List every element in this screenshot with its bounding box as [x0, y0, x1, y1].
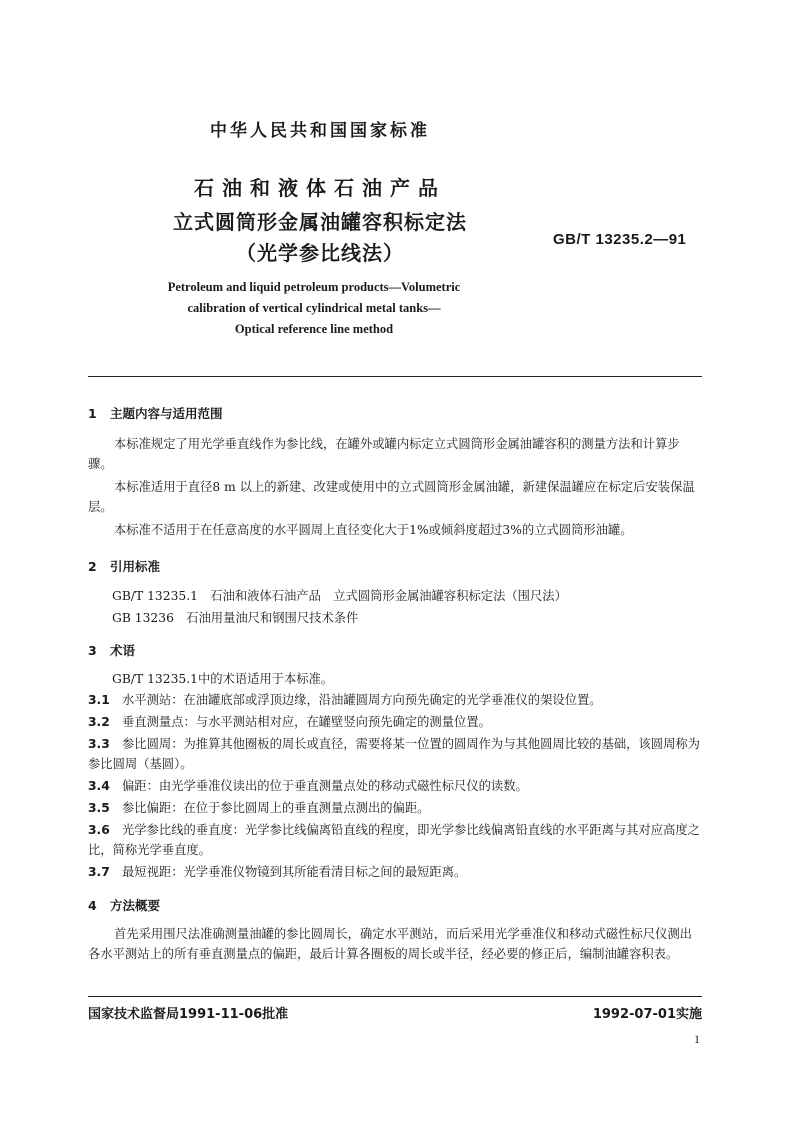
section-number: 4	[88, 898, 97, 913]
reference-item: GB 13236 石油用量油尺和钢围尺技术条件	[112, 611, 359, 625]
section-1-heading	[88, 404, 223, 422]
footer-divider	[88, 996, 702, 997]
term-text: 参比偏距：在位于参比圆周上的垂直测量点测出的偏距。	[122, 801, 430, 815]
term-text: 光学参比线的垂直度：光学参比线偏离铅直线的程度，即光学参比线偏离铅直线的水平距离与其对应高度之比，简称光学垂直度。	[88, 823, 700, 857]
term-number: 3.1	[88, 693, 110, 707]
term-item	[88, 820, 702, 860]
standard-number: GB/T 13235.2—91	[553, 231, 687, 248]
page-number: 1	[694, 1032, 700, 1046]
effective-date: 1992-07-01实施	[592, 1007, 702, 1022]
term-text: 偏距：由光学垂准仪读出的位于垂直测量点处的移动式磁性标尺仪的读数。	[122, 779, 528, 793]
header-divider	[88, 376, 702, 377]
approval-date: 国家技术监督局1991-11-06批准	[88, 1007, 289, 1022]
term-item	[88, 776, 702, 796]
section-3-heading	[88, 641, 135, 659]
term-item	[88, 690, 702, 710]
section-1-paragraph-1: 本标准规定了用光学垂直线作为参比线，在罐外或罐内标定立式圆筒形金属油罐容积的测量方法和计算步骤。	[88, 437, 680, 471]
section-1-paragraph-2: 本标准适用于直径8 m 以上的新建、改建或使用中的立式圆筒形金属油罐，新建保温罐应在标定后安装保温层。	[88, 480, 695, 514]
section-4-heading	[88, 896, 160, 914]
section-title: 引用标准	[110, 559, 161, 574]
term-number: 3.7	[88, 865, 110, 879]
reference-item: GB/T 13235.1 石油和液体石油产品 立式圆筒形金属油罐容积标定法（围尺法）	[112, 589, 567, 603]
title-line-1: 石油和液体石油产品	[194, 176, 446, 200]
term-number: 3.6	[88, 823, 110, 837]
section-1-paragraph-3: 本标准不适用于在任意高度的水平圆周上直径变化大于1%或倾斜度超过3%的立式圆筒形油罐。	[114, 523, 633, 537]
section-4-paragraph-1: 首先采用围尺法准确测量油罐的参比圆周长，确定水平测站，而后采用光学垂准仪和移动式磁性标尺仪测出各水平测站上的所有垂直测量点的偏距，最后计算各圈板的周长或半径，经必要的修正后，编制油罐容积表。	[88, 927, 692, 961]
term-text: 水平测站：在油罐底部或浮顶边缘，沿油罐圆周方向预先确定的光学垂准仪的架设位置。	[122, 693, 602, 707]
term-number: 3.4	[88, 779, 110, 793]
term-text: 参比圆周：为推算其他圈板的周长或直径，需要将某一位置的圆周作为与其他圆周比较的基础，该圆周称为参比圆周（基圆）。	[88, 737, 700, 771]
section-number: 1	[88, 406, 97, 421]
title-line-3: （光学参比线法）	[236, 241, 404, 265]
term-item	[88, 734, 702, 774]
title-line-2: 立式圆筒形金属油罐容积标定法	[173, 210, 467, 234]
english-title-line-3: Optical reference line method	[234, 322, 394, 336]
term-number: 3.5	[88, 801, 110, 815]
section-title: 术语	[110, 643, 136, 658]
term-item	[88, 712, 702, 732]
term-text: 垂直测量点：与水平测站相对应，在罐壁竖向预先确定的测量位置。	[122, 715, 491, 729]
section-title: 方法概要	[110, 898, 161, 913]
term-item	[88, 862, 702, 882]
term-text: 最短视距：光学垂准仪物镜到其所能看清目标之间的最短距离。	[122, 865, 467, 879]
section-number: 3	[88, 643, 97, 658]
term-item	[88, 798, 702, 818]
issuing-country-heading: 中华人民共和国国家标准	[210, 121, 430, 141]
section-number: 2	[88, 559, 97, 574]
section-3-intro: GB/T 13235.1中的术语适用于本标准。	[112, 672, 334, 686]
term-number: 3.3	[88, 737, 110, 751]
english-title-line-2: calibration of vertical cylindrical metal tanks—	[187, 301, 441, 315]
english-title-line-1: Petroleum and liquid petroleum products—Volumetric	[167, 280, 461, 294]
term-number: 3.2	[88, 715, 110, 729]
section-title: 主题内容与适用范围	[110, 406, 223, 421]
section-2-heading	[88, 557, 160, 575]
